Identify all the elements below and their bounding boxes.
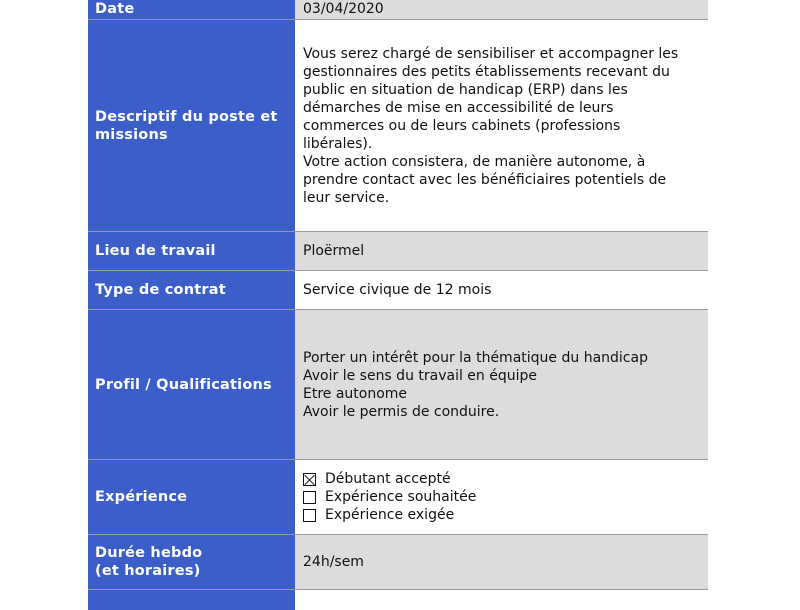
experience-option [303,506,476,524]
checkbox-checked-icon[interactable] [303,473,316,486]
job-offer-table [88,0,708,610]
descriptif-line: commerces ou de leurs cabinets (professions [303,117,621,134]
descriptif-line: libérales). [303,135,373,152]
lieu-value: Ploërmel [295,232,708,270]
row-contrat [88,271,708,310]
profil-line: Avoir le permis de conduire. [303,403,500,420]
duree-label-line: Durée hebdo [95,545,203,561]
profil-line: Etre autonome [303,385,408,402]
experience-option-label: Expérience exigée [325,507,455,523]
experience-options [295,460,708,534]
descriptif-line: démarches de mise en accessibilité de leurs [303,99,614,116]
duree-label [88,535,295,589]
row-date [88,0,708,20]
descriptif-line: public en situation de handicap (ERP) dans les [303,81,628,98]
contrat-label: Type de contrat [88,271,295,309]
row-duree [88,535,708,590]
experience-label: Expérience [88,460,295,534]
row-next [88,590,708,610]
profil-label: Profil / Qualifications [88,310,295,459]
date-value: 03/04/2020 [295,0,708,19]
descriptif-line: leur service. [303,189,390,206]
row-profil [88,310,708,460]
descriptif-line: prendre contact avec les bénéficiaires potentiels de [303,171,667,188]
contrat-value: Service civique de 12 mois [295,271,708,309]
checkbox-empty-icon[interactable] [303,509,316,522]
descriptif-label-line: missions [95,126,168,143]
next-value [295,590,708,610]
profil-value [295,310,708,459]
profil-line: Avoir le sens du travail en équipe [303,367,538,384]
checkbox-empty-icon[interactable] [303,491,316,504]
row-experience [88,460,708,535]
experience-option-label: Expérience souhaitée [325,489,477,505]
descriptif-line: Vous serez chargé de sensibiliser et accompagner les [303,45,679,62]
row-descriptif [88,20,708,232]
descriptif-line: Votre action consistera, de manière autonome, à [303,153,646,170]
descriptif-line: gestionnaires des petits établissements recevant du [303,63,670,80]
descriptif-label-line: Descriptif du poste et [95,108,278,125]
duree-value: 24h/sem [295,535,708,589]
experience-option-label: Débutant accepté [325,471,451,487]
profil-line: Porter un intérêt pour la thématique du handicap [303,349,648,366]
experience-option [303,470,476,488]
next-label [88,590,295,610]
duree-label-line: (et horaires) [95,563,201,579]
descriptif-label [88,20,295,231]
descriptif-value [295,20,708,231]
experience-option [303,488,476,506]
lieu-label: Lieu de travail [88,232,295,270]
row-lieu [88,232,708,271]
date-label: Date [88,0,295,19]
